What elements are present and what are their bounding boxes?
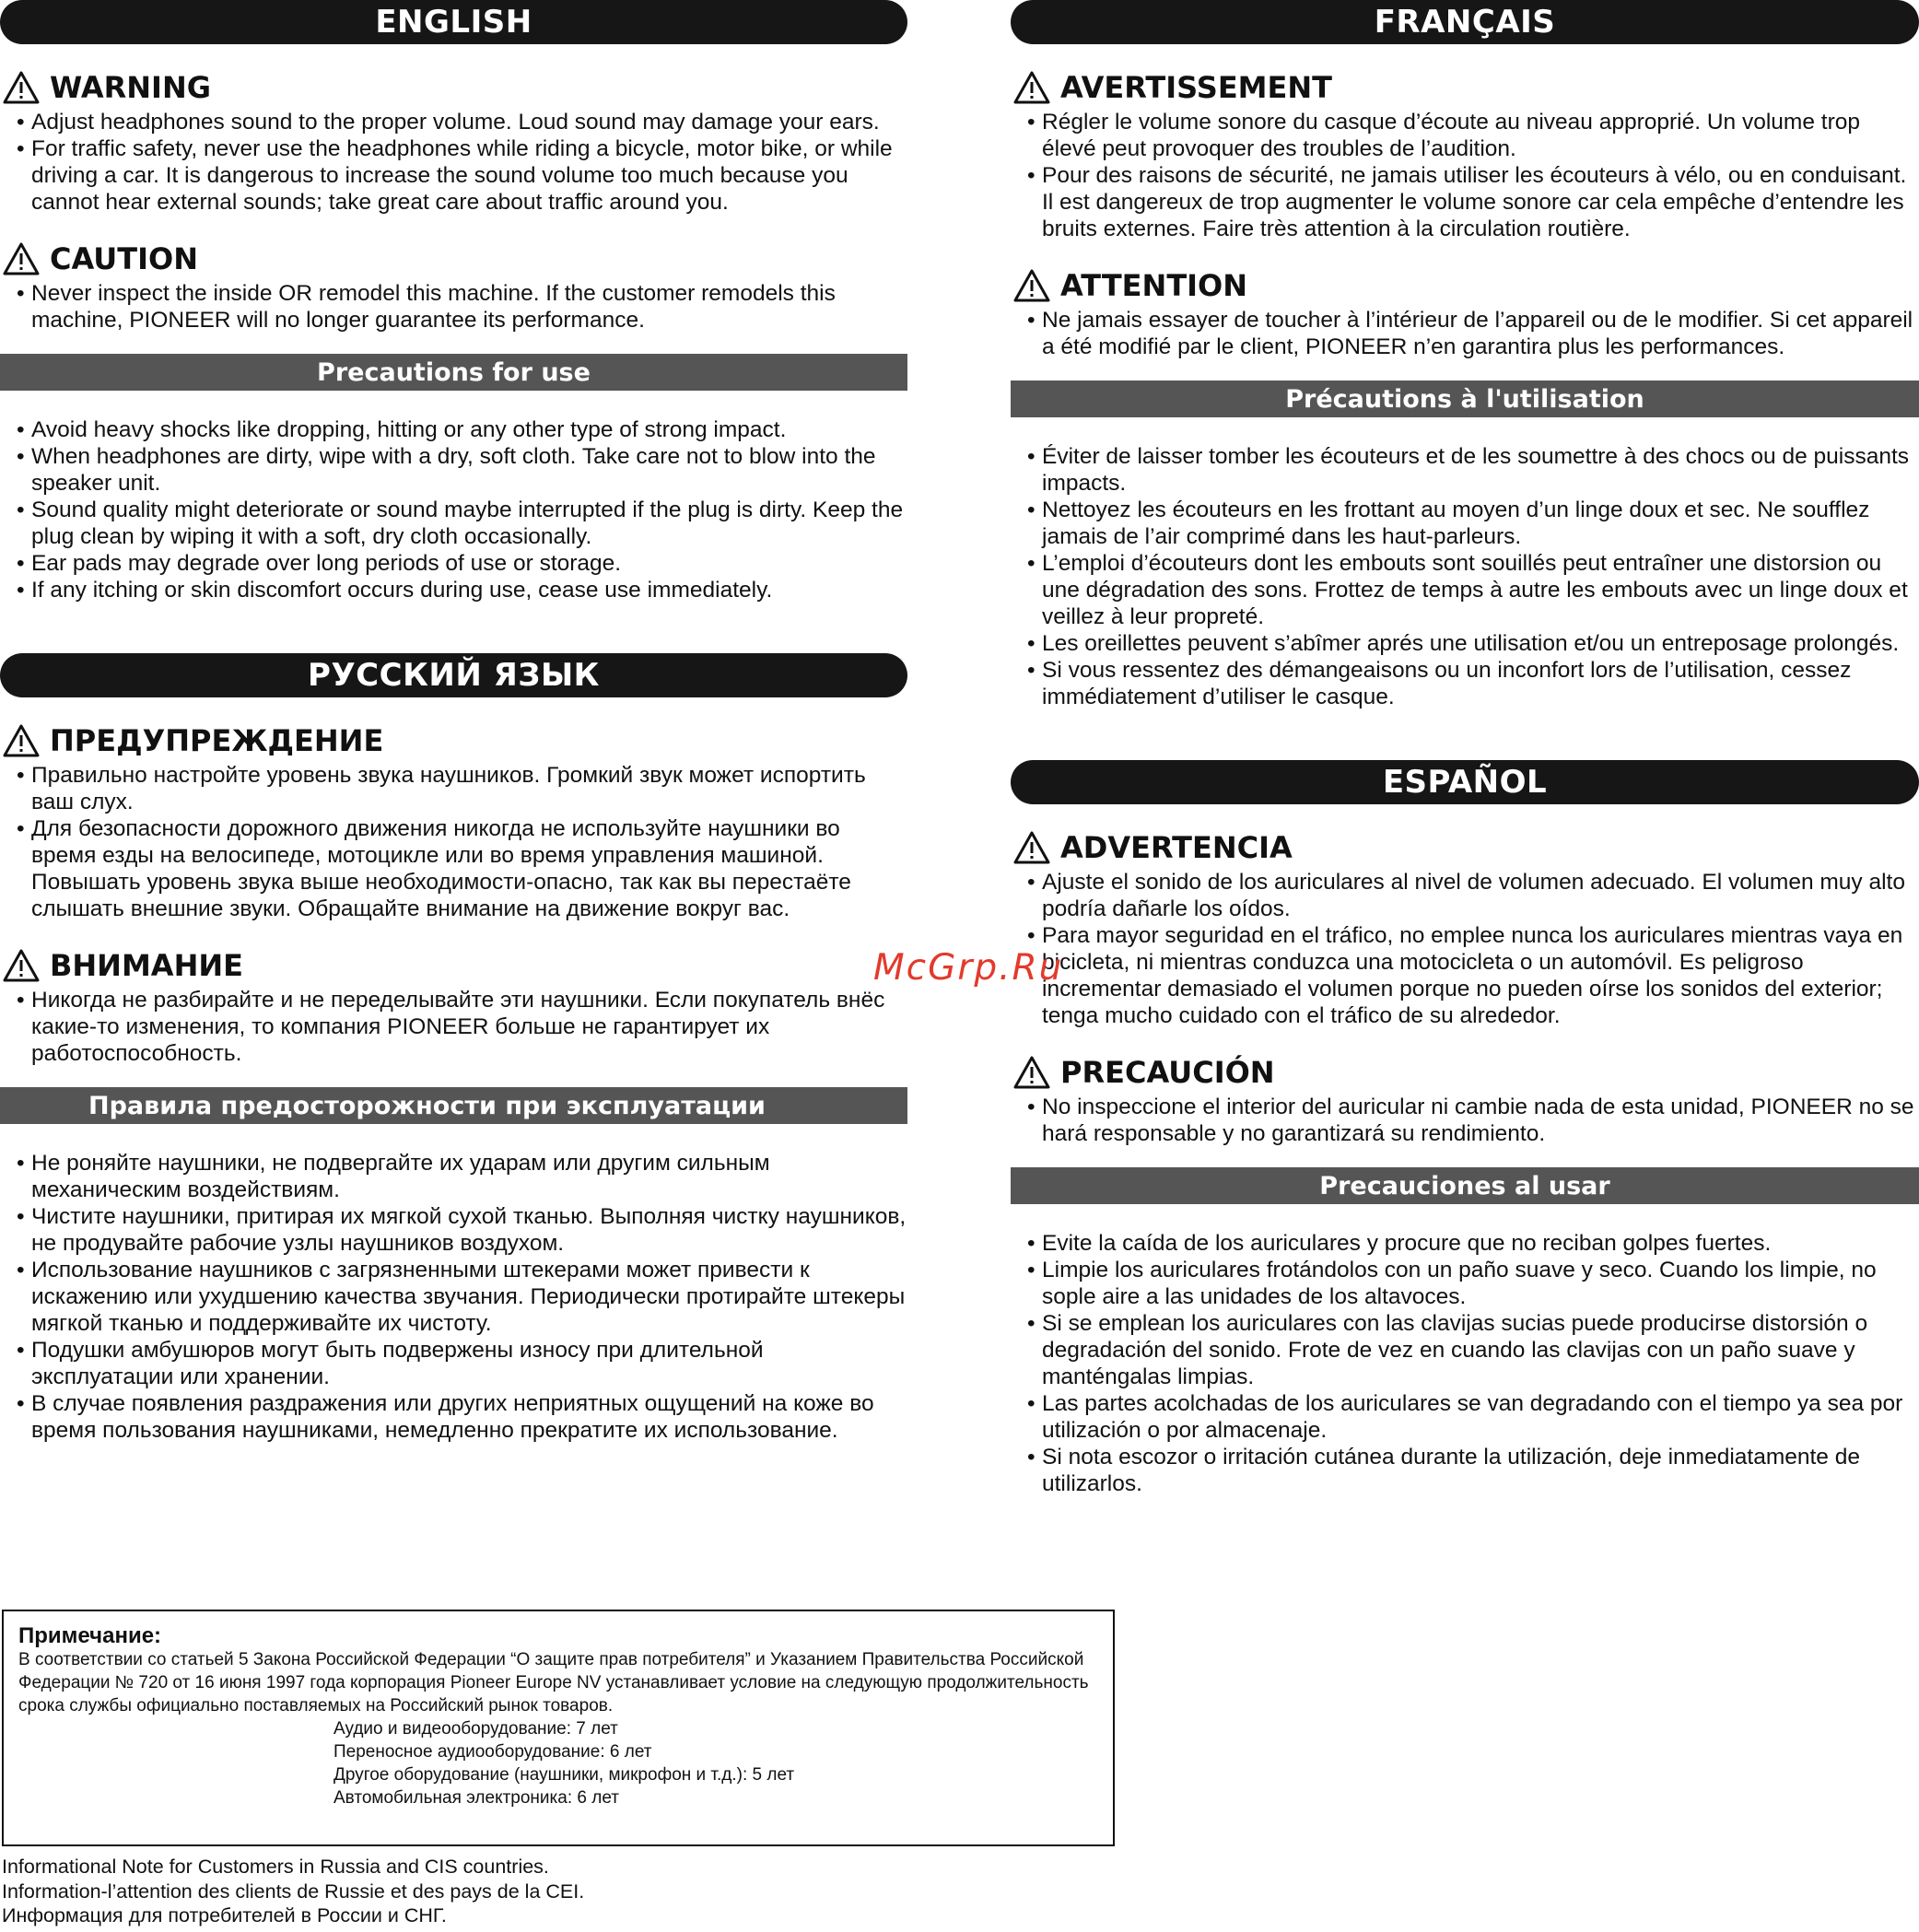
list-item: • Не роняйте наушники, не подвергайте их ударам или другим сильным механическим воздействиям. [17, 1150, 907, 1203]
footer-line: Информация для потребителей в России и СНГ. [2, 1904, 447, 1926]
english-caution-heading [2, 241, 907, 276]
list-item: • If any itching or skin discomfort occurs during use, cease use immediately. [17, 577, 907, 603]
list-item: • Para mayor seguridad en el tráfico, no emplee nunca los auriculares mientras vaya en bicicleta, ni mientras conduzca una motocicleta o un automóvil. Es peligroso incrementar demasiado el volumen porque no pueden oírse los sonidos del exterior; tenga mucho cuidado con el tráfico de su alrededor. [1027, 922, 1919, 1029]
russian-warning-heading [2, 723, 907, 758]
list-item: • В случае появления раздражения или других неприятных ощущений на коже во время пользования наушниками, немедленно прекратите их использование. [17, 1390, 907, 1444]
footer-line: Informational Note for Customers in Russia and CIS countries. [2, 1856, 549, 1878]
french-warning-list [1011, 109, 1919, 242]
list-item: • Si nota escozor o irritación cutánea durante la utilización, deje inmediatamente de utilizarlos. [1027, 1444, 1919, 1497]
list-item: • Les oreillettes peuvent s’abîmer aprés une utilisation et/ou un entreposage prolongés. [1027, 630, 1919, 657]
english-caution-list [0, 280, 907, 334]
russian-caution-title: ВНИМАНИЕ [50, 948, 243, 983]
list-item: • Avoid heavy shocks like dropping, hitting or any other type of strong impact. [17, 416, 907, 443]
list-item: • Never inspect the inside OR remodel this machine. If the customer remodels this machine, PIONEER will no longer guarantee its performance. [17, 280, 907, 334]
list-item: • Подушки амбушюров могут быть подвержены износу при длительной эксплуатации или хранении. [17, 1337, 907, 1390]
warning-triangle-icon [2, 241, 41, 276]
list-item: • Использование наушников с загрязненными штекерами может привести к искажению или ухудшению качества звучания. Периодически протирайте штекеры мягкой тканью и поддерживайте их чистоту. [17, 1257, 907, 1337]
list-item: • L’emploi d’écouteurs dont les embouts sont souillés peut entraîner une distorsion ou une dégradation des sons. Frottez de temps à autre les embouts avec un linge doux et veillez à leur propreté. [1027, 550, 1919, 630]
list-item: • For traffic safety, never use the headphones while riding a bicycle, motor bike, or while driving a car. It is dangerous to increase the sound volume too much because you cannot hear external sounds; take great care about traffic around you. [17, 135, 907, 216]
french-precautions-list [1011, 443, 1919, 710]
list-item: • Si vous ressentez des démangeaisons ou un inconfort lors de l’utilisation, cessez immédiatement d’utiliser le casque. [1027, 657, 1919, 710]
english-bar: ENGLISH [0, 0, 907, 44]
spanish-warning-heading [1012, 830, 1919, 865]
spanish-caution-list [1011, 1094, 1919, 1147]
list-item: • Чистите наушники, притирая их мягкой сухой тканью. Выполняя чистку наушников, не продувайте рабочие узлы наушников воздухом. [17, 1203, 907, 1257]
list-item: • Правильно настройте уровень звука наушников. Громкий звук может испортить ваш слух. [17, 762, 907, 815]
list-item: • Limpie los auriculares frotándolos con un paño suave y seco. Cuando los limpie, no sople aire a las unidades de los altavoces. [1027, 1257, 1919, 1310]
spanish-caution-title: PRECAUCIÓN [1060, 1055, 1275, 1090]
list-item: • Las partes acolchadas de los auriculares se van degradando con el tiempo ya sea por utilización o por almacenaje. [1027, 1390, 1919, 1444]
list-item: • Для безопасности дорожного движения никогда не используйте наушники во время езды на велосипеде, мотоцикле или во время управления машиной. Повышать уровень звука выше необходимости-опасно, так как вы перестаёте слышать внешние звуки. Обращайте внимание на движение вокруг вас. [17, 815, 907, 922]
english-warning-title: WARNING [50, 70, 211, 105]
list-item: • Si se emplean los auriculares con las clavijas sucias puede producirse distorsión o degradación del sonido. Frote de vez en cuando las clavijas con un paño suave y manténgalas limpias. [1027, 1310, 1919, 1390]
russian-bar: РУССКИЙ ЯЗЫК [0, 653, 907, 697]
list-item: • No inspeccione el interior del auricular ni cambie nada de esta unidad, PIONEER no se hará responsable y no garantizará su rendimiento. [1027, 1094, 1919, 1147]
french-warning-heading [1012, 70, 1919, 105]
warning-triangle-icon [1012, 268, 1051, 303]
list-item: • Sound quality might deteriorate or sound maybe interrupted if the plug is dirty. Keep the plug clean by wiping it with a soft, dry cloth occasionally. [17, 497, 907, 550]
list-item: • Adjust headphones sound to the proper volume. Loud sound may damage your ears. [17, 109, 907, 135]
russian-precautions-bar: Правила предосторожности при эксплуатации [0, 1087, 907, 1124]
english-precautions-bar: Precautions for use [0, 354, 907, 391]
note-list-item: Переносное аудиооборудование: 6 лет [333, 1742, 652, 1762]
french-caution-title: ATTENTION [1060, 268, 1248, 303]
note-list-item: Автомобильная электроника: 6 лет [333, 1788, 619, 1808]
french-caution-heading [1012, 268, 1919, 303]
warning-triangle-icon [1012, 830, 1051, 865]
russian-warning-title: ПРЕДУПРЕЖДЕНИЕ [50, 723, 384, 758]
spanish-precautions-list [1011, 1230, 1919, 1497]
warning-triangle-icon [1012, 1055, 1051, 1090]
english-precautions-list [0, 416, 907, 603]
warning-triangle-icon [2, 948, 41, 983]
list-item: • Régler le volume sonore du casque d’écoute au niveau approprié. Un volume trop élevé peut provoquer des troubles de l’audition. [1027, 109, 1919, 162]
spanish-precautions-bar: Precauciones al usar [1011, 1167, 1919, 1204]
list-item: • Pour des raisons de sécurité, ne jamais utiliser les écouteurs à vélo, ou en conduisant. Il est dangereux de trop augmenter le volume sonore car cela empêche d’entendre les bruits externes. Faire très attention à la circulation routière. [1027, 162, 1919, 242]
right-column [1011, 0, 1919, 1497]
french-bar: FRANÇAIS [1011, 0, 1919, 44]
note-body: В соответствии со статьей 5 Закона Российской Федерации “О защите прав потребителя” и Указанием Правительства Российской Федерации № 720 от 16 июня 1997 года корпорация Pioneer Europe NV устанавливает условие на следующую продолжительность срока службы официально поставляемых на Российский рынок товаров. [18, 1650, 1089, 1715]
warning-triangle-icon [2, 70, 41, 105]
french-caution-list [1011, 307, 1919, 360]
russia-note-box [2, 1610, 1115, 1846]
spanish-warning-title: ADVERTENCIA [1060, 830, 1293, 865]
list-item: • Ajuste el sonido de los auriculares al nivel de volumen adecuado. El volumen muy alto podría dañarle los oídos. [1027, 869, 1919, 922]
list-item: • Ne jamais essayer de toucher à l’intérieur de l’appareil ou de le modifier. Si cet appareil a été modifié par le client, PIONEER n’en garantira plus les performances. [1027, 307, 1919, 360]
english-caution-title: CAUTION [50, 241, 198, 276]
left-column [0, 0, 907, 1444]
list-item: • Éviter de laisser tomber les écouteurs et de les soumettre à des chocs ou de puissants impacts. [1027, 443, 1919, 497]
footer-line: Information-l’attention des clients de Russie et des pays de la CEI. [2, 1879, 585, 1903]
warning-triangle-icon [1012, 70, 1051, 105]
spanish-warning-list [1011, 869, 1919, 1029]
russian-caution-list [0, 987, 907, 1067]
english-warning-heading [2, 70, 907, 105]
note-list-item: Другое оборудование (наушники, микрофон и т.д.): 5 лет [333, 1765, 795, 1785]
note-list-item: Аудио и видеооборудование: 7 лет [333, 1719, 618, 1739]
list-item: • Ear pads may degrade over long periods of use or storage. [17, 550, 907, 577]
note-title: Примечание: [18, 1623, 162, 1648]
list-item: • Nettoyez les écouteurs en les frottant au moyen d’un linge doux et sec. Ne soufflez jamais de l’air comprimé dans les haut-parleurs. [1027, 497, 1919, 550]
footer-notes [2, 1855, 584, 1928]
russian-warning-list [0, 762, 907, 922]
list-item: • Никогда не разбирайте и не переделывайте эти наушники. Если покупатель внёс какие-то изменения, то компания PIONEER больше не гарантирует их работоспособность. [17, 987, 907, 1067]
list-item: • When headphones are dirty, wipe with a dry, soft cloth. Take care not to blow into the speaker unit. [17, 443, 907, 497]
list-item: • Evite la caída de los auriculares y procure que no reciban golpes fuertes. [1027, 1230, 1919, 1257]
spanish-caution-heading [1012, 1055, 1919, 1090]
russian-precautions-list [0, 1150, 907, 1444]
french-precautions-bar: Précautions à l'utilisation [1011, 381, 1919, 417]
watermark: McGrp.Ru [873, 947, 1064, 989]
russian-caution-heading [2, 948, 907, 983]
spanish-bar: ESPAÑOL [1011, 760, 1919, 804]
note-service-life-list [333, 1717, 1098, 1809]
warning-triangle-icon [2, 723, 41, 758]
french-warning-title: AVERTISSEMENT [1060, 70, 1332, 105]
english-warning-list [0, 109, 907, 216]
